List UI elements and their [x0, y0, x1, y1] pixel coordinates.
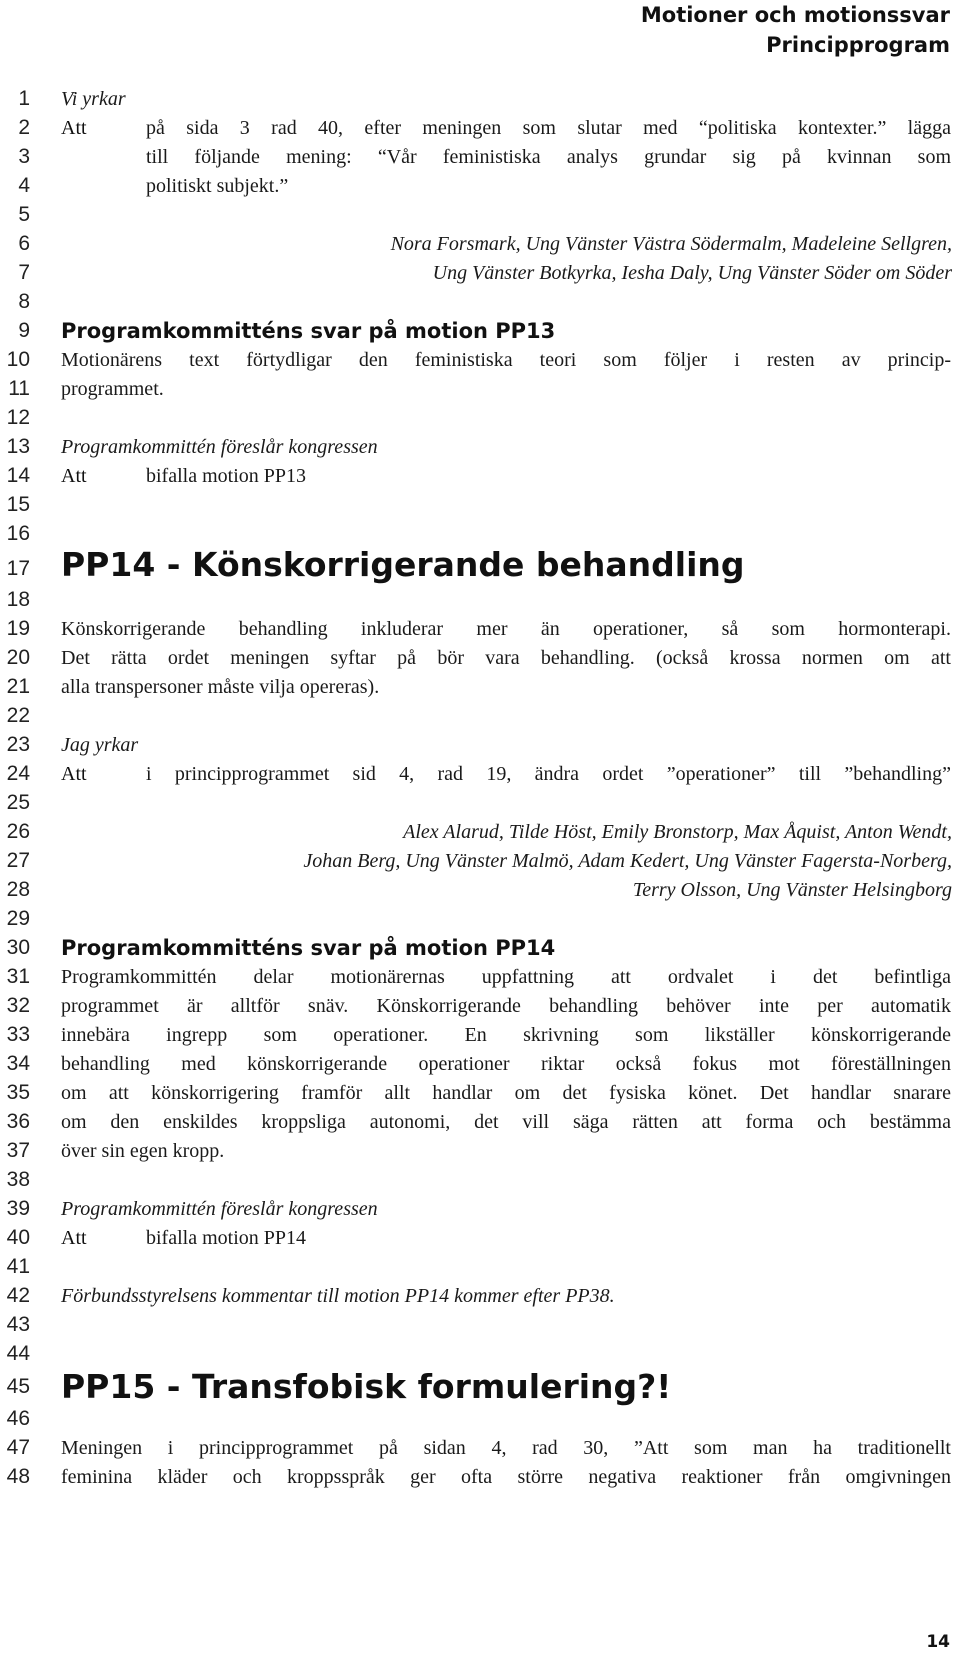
signature-line: Johan Berg, Ung Vänster Malmö, Adam Kedert, Ung Vänster Fagersta-Norberg, — [303, 850, 952, 872]
att-label: Att — [61, 465, 87, 487]
line-number: 8 — [18, 290, 30, 313]
running-header-subtitle: Principprogram — [766, 33, 950, 57]
line-number: 43 — [6, 1313, 30, 1336]
line-number: 11 — [8, 377, 30, 400]
line-number: 35 — [6, 1081, 30, 1104]
line-number: 34 — [6, 1052, 30, 1075]
line-number: 31 — [6, 965, 30, 988]
line-number: 5 — [18, 203, 30, 226]
att-label: Att — [61, 763, 87, 785]
line-number: 45 — [6, 1375, 30, 1398]
signature-line: Ung Vänster Botkyrka, Iesha Daly, Ung Vänster Söder om Söder — [432, 262, 952, 284]
motion-title-pp15: PP15 - Transfobisk formulering?! — [61, 1367, 672, 1406]
line-number: 41 — [6, 1255, 30, 1278]
line-number: 3 — [18, 145, 30, 168]
page-number: 14 — [926, 1632, 950, 1652]
att-text-line: politiskt subjekt.” — [146, 175, 289, 197]
line-number: 15 — [6, 493, 30, 516]
signature-line: Nora Forsmark, Ung Vänster Västra Södermalm, Madeleine Sellgren, — [390, 233, 952, 255]
line-number: 14 — [6, 464, 30, 487]
answer-body-line: Programkommittén delar motionärernas uppfattning att ordvalet i det befintliga — [61, 966, 951, 988]
line-number: 27 — [6, 849, 30, 872]
line-number: 44 — [6, 1342, 30, 1365]
line-number: 26 — [6, 820, 30, 843]
line-number: 39 — [6, 1197, 30, 1220]
line-number: 12 — [6, 406, 30, 429]
line-number: 29 — [6, 907, 30, 930]
att-text: i principprogrammet sid 4, rad 19, ändra ordet ”operationer” till ”behandling” — [146, 763, 951, 785]
answer-body-line: Motionärens text förtydligar den feministiska teori som följer i resten av princip- — [61, 349, 951, 371]
answer-body-line: behandling med könskorrigerande operationer riktar också fokus mot föreställningen — [61, 1053, 951, 1075]
motion-body-line: feminina kläder och kroppsspråk ger ofta större negativa reaktioner från omgivningen — [61, 1466, 951, 1488]
answer-body-line: om att könskorrigering framför allt handlar om det fysiska könet. Det handlar snarare — [61, 1082, 951, 1104]
line-number: 47 — [6, 1436, 30, 1459]
answer-heading-pp14: Programkommitténs svar på motion PP14 — [61, 936, 556, 960]
att-label: Att — [61, 117, 87, 139]
motion-title-pp14: PP14 - Könskorrigerande behandling — [61, 545, 745, 584]
line-number: 24 — [6, 762, 30, 785]
yrkande-intro: Jag yrkar — [61, 734, 139, 756]
line-number: 23 — [6, 733, 30, 756]
line-number: 16 — [6, 522, 30, 545]
line-number: 32 — [6, 994, 30, 1017]
att-text-line: på sida 3 rad 40, efter meningen som slutar med “politiska kontexter.” lägga — [146, 117, 951, 139]
line-number: 36 — [6, 1110, 30, 1133]
line-number: 33 — [6, 1023, 30, 1046]
running-header-title: Motioner och motionssvar — [640, 3, 950, 27]
proposal-intro: Programkommittén föreslår kongressen — [61, 436, 378, 458]
line-number: 19 — [6, 617, 30, 640]
line-number: 17 — [6, 557, 30, 580]
line-number: 10 — [6, 348, 30, 371]
line-number: 18 — [6, 588, 30, 611]
line-number: 13 — [6, 435, 30, 458]
line-number: 42 — [6, 1284, 30, 1307]
board-comment-note: Förbundsstyrelsens kommentar till motion PP14 kommer efter PP38. — [61, 1285, 615, 1307]
line-number: 6 — [18, 232, 30, 255]
answer-body-line: över sin egen kropp. — [61, 1140, 225, 1162]
motion-body-line: Könskorrigerande behandling inkluderar mer än operationer, så som hormonterapi. — [61, 618, 951, 640]
line-number: 40 — [6, 1226, 30, 1249]
answer-body-line: innebära ingrepp som operationer. En skrivning som likställer könskorrigerande — [61, 1024, 951, 1046]
att-label: Att — [61, 1227, 87, 1249]
signature-line: Alex Alarud, Tilde Höst, Emily Bronstorp, Max Åquist, Anton Wendt, — [403, 821, 952, 843]
line-number: 38 — [6, 1168, 30, 1191]
att-text-line: till följande mening: “Vår feministiska analys grundar sig på kvinnan som — [146, 146, 951, 168]
line-number: 2 — [18, 116, 30, 139]
answer-body-line: programmet är alltför snäv. Könskorrigerande behandling behöver inte per automatik — [61, 995, 951, 1017]
yrkande-intro: Vi yrkar — [61, 88, 126, 110]
line-number: 30 — [6, 936, 30, 959]
line-number: 20 — [6, 646, 30, 669]
motion-body-line: Meningen i principprogrammet på sidan 4, rad 30, ”Att som man ha traditionellt — [61, 1437, 951, 1459]
answer-body-line: om den enskildes kroppsliga autonomi, det vill säga rätten att forma och bestämma — [61, 1111, 951, 1133]
line-number: 9 — [18, 319, 30, 342]
line-number: 22 — [6, 704, 30, 727]
line-number: 25 — [6, 791, 30, 814]
motion-body-line: Det rätta ordet meningen syftar på bör vara behandling. (också krossa normen om att — [61, 647, 951, 669]
line-number: 28 — [6, 878, 30, 901]
proposal-intro: Programkommittén föreslår kongressen — [61, 1198, 378, 1220]
att-text: bifalla motion PP14 — [146, 1227, 306, 1249]
line-number: 4 — [18, 174, 30, 197]
answer-body-line: programmet. — [61, 378, 164, 400]
line-number: 46 — [6, 1407, 30, 1430]
line-number: 37 — [6, 1139, 30, 1162]
signature-line: Terry Olsson, Ung Vänster Helsingborg — [632, 879, 952, 901]
line-number: 21 — [6, 675, 30, 698]
line-number: 7 — [18, 261, 30, 284]
line-number: 1 — [18, 87, 30, 110]
motion-body-line: alla transpersoner måste vilja opereras). — [61, 676, 380, 698]
line-number: 48 — [6, 1465, 30, 1488]
att-text: bifalla motion PP13 — [146, 465, 306, 487]
answer-heading-pp13: Programkommitténs svar på motion PP13 — [61, 319, 556, 343]
